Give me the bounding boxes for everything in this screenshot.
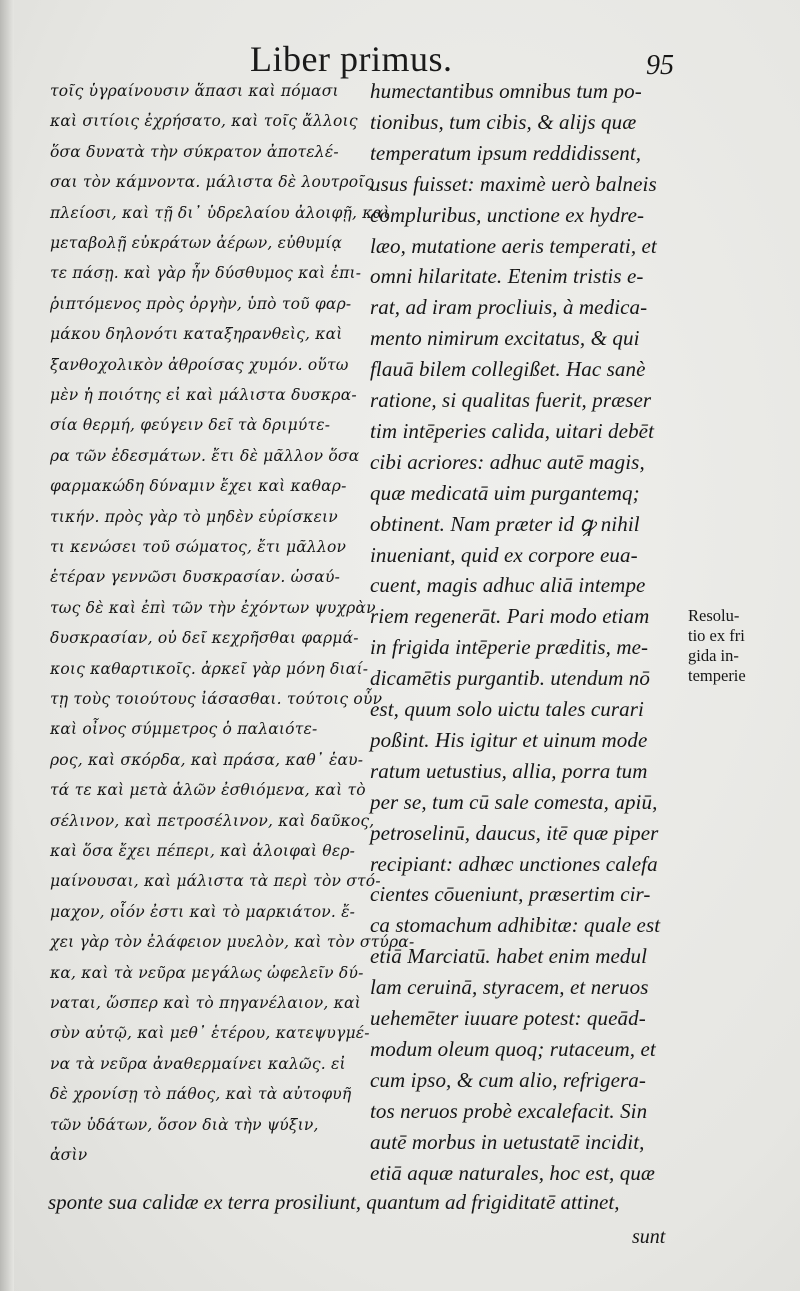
latin-line: humectantibus omnibus tum po- [370, 79, 642, 103]
latin-line: temperatum ipsum reddidissent, [370, 140, 642, 165]
greek-line: μεταβολῇ εὐκράτων ἀέρων, εὐθυμίᾳ [50, 234, 343, 252]
latin-line: compluribus, unctione ex hydre- [370, 202, 645, 227]
greek-line: καὶ οἶνος σύμμετρος ὁ παλαιότε- [50, 720, 318, 739]
latin-line: petroselinū, daucus, itē quæ piper [370, 820, 659, 845]
greek-line: σέλινον, καὶ πετροσέλινον, καὶ δαῦκος, [50, 811, 375, 830]
greek-line: φαρμακώδη δύναμιν ἔχει καὶ καθαρ- [50, 477, 347, 496]
greek-line: ἀσὶν [50, 1146, 88, 1164]
greek-line: σὺν αὐτῷ, καὶ μεθ᾽ ἑτέρου, κατεψυγμέ- [50, 1024, 370, 1043]
latin-line: recipiant: adhæc unctiones calefa [370, 851, 658, 876]
latin-line: riem regenerāt. Pari modo etiam [370, 604, 650, 629]
greek-line: δυσκρασίαν, οὐ δεῖ κεχρῆσθαι φαρμά- [50, 629, 359, 648]
greek-line: μάκου δηλονότι καταξηρανθεὶς, καὶ [50, 325, 343, 344]
greek-line: τῶν ὑδάτων, ὅσον διὰ τὴν ψύξιν, [50, 1115, 319, 1134]
latin-line: cum ipso, & cum alio, refrigera- [370, 1067, 646, 1092]
latin-line: omni hilaritate. Etenim tristis e- [370, 264, 644, 289]
latin-line: etiā Marciatū. habet enim medul [370, 944, 648, 969]
binding-gutter [0, 0, 14, 1291]
greek-line: πλείοσι, καὶ τῇ δι᾽ ὑδρελαίου ἀλοιφῇ, καὶ [50, 203, 390, 222]
greek-line: να τὰ νεῦρα ἀναθερμαίνει καλῶς. εἰ [50, 1054, 346, 1073]
latin-line: obtinent. Nam præter id ꝙ nihil [370, 511, 640, 536]
greek-line: μαίνουσαι, καὶ μάλιστα τὰ περὶ τὸν στό- [50, 872, 381, 891]
latin-line: ratum uetustius, allia, porra tum [370, 758, 648, 783]
margin-note-line: gida in- [688, 646, 739, 665]
margin-note-line: temperie [688, 666, 746, 685]
latin-line: poßint. His igitur et uinum mode [370, 727, 648, 752]
latin-line: ratione, si qualitas fuerit, præser [370, 388, 652, 412]
greek-line: κα, καὶ τὰ νεῦρα μεγάλως ὠφελεῖν δύ- [50, 963, 364, 982]
latin-line: per se, tum cū sale comesta, apiū, [370, 789, 658, 814]
latin-line: uehemēter iuuare potest: queād- [370, 1006, 646, 1030]
latin-line: cibi acriores: adhuc autē magis, [370, 449, 645, 474]
greek-line: μαχον, οἷόν ἐστι καὶ τὸ μαρκιάτον. ἔ- [50, 902, 356, 921]
greek-line: ρα τῶν ἐδεσμάτων. ἔτι δὲ μᾶλλον ὅσα [50, 446, 360, 465]
greek-line: χει γὰρ τὸν ἐλάφειον μυελὸν, καὶ τὸν στύρα- [50, 933, 415, 952]
greek-line: μὲν ἡ ποιότης εἰ καὶ μάλιστα δυσκρα- [50, 386, 357, 404]
full-width-line: sponte sua calidæ ex terra prosiliunt, quantum ad frigiditatē attinet, [48, 1190, 620, 1214]
latin-line: inueniant, quid ex corpore eua- [370, 542, 638, 567]
latin-line: mento nimirum excitatus, & qui [370, 326, 640, 351]
greek-line: δὲ χρονίσῃ τὸ πάθος, καὶ τὰ αὐτοφυῆ [50, 1085, 352, 1104]
page-number: 95 [646, 50, 674, 81]
greek-line: κοις καθαρτικοῖς. ἀρκεῖ γὰρ μόνη διαί- [50, 659, 369, 678]
greek-line: καὶ ὅσα ἔχει πέπερι, καὶ ἀλοιφαὶ θερ- [50, 842, 356, 860]
greek-line: τως δὲ καὶ ἐπὶ τῶν τὴν ἐχόντων ψυχρὰν [50, 598, 376, 617]
latin-line: tionibus, tum cibis, & alijs quæ [370, 109, 637, 134]
running-head: Liber primus. [250, 39, 453, 79]
latin-line: tim intēperies calida, uitari debēt [370, 418, 655, 443]
latin-line: læo, mutatione aeris temperati, et [370, 233, 657, 258]
latin-line: lam ceruinā, styracem, et neruos [370, 975, 649, 1000]
margin-note-line: tio ex fri [688, 626, 745, 645]
greek-line: ὅσα δυνατὰ τὴν σύκρατον ἀποτελέ- [50, 142, 339, 161]
greek-line: ξανθοχολικὸν ἀθροίσας χυμόν. οὕτω [50, 355, 349, 374]
latin-line: modum oleum quoq; rutaceum, et [370, 1036, 656, 1061]
latin-line: dicamētis purgantib. utendum nō [370, 666, 650, 691]
greek-line: ρος, καὶ σκόρδα, καὶ πράσα, καθ᾽ ἑαυ- [50, 750, 364, 769]
margin-note [688, 606, 798, 686]
greek-line: τά τε καὶ μετὰ ἁλῶν ἐσθιόμενα, καὶ τὸ [50, 781, 366, 800]
greek-line: τοῖς ὑγραίνουσιν ἅπασι καὶ πόμασι [50, 82, 339, 100]
latin-line: cientes cōueniunt, præsertim cir- [370, 882, 651, 907]
margin-note-line: Resolu- [688, 606, 740, 625]
latin-line: rat, ad iram procliuis, à medica- [370, 295, 648, 320]
catchword: sunt [632, 1226, 666, 1248]
latin-line: ca stomachum adhibitæ: quale est [370, 913, 661, 938]
greek-line: ἑτέραν γεννῶσι δυσκρασίαν. ὡσαύ- [50, 568, 341, 587]
latin-line: flauā bilem collegißet. Hac sanè [370, 357, 646, 382]
greek-line: τι κενώσει τοῦ σώματος, ἔτι μᾶλλον [50, 538, 347, 556]
greek-line: ναται, ὥσπερ καὶ τὸ πηγανέλαιον, καὶ [50, 994, 361, 1012]
latin-line: usus fuisset: maximè uerò balneis [370, 171, 657, 196]
latin-line: cuent, magis adhuc aliā intempe [370, 573, 646, 598]
latin-line: in frigida intēperie præditis, me- [370, 635, 649, 660]
greek-line: τικήν. πρὸς γὰρ τὸ μηδὲν εὑρίσκειν [50, 507, 338, 526]
latin-line: autē morbus in uetustatē incidit, [370, 1129, 645, 1154]
greek-line: ῥιπτόμενος πρὸς ὀργὴν, ὑπὸ τοῦ φαρ- [50, 294, 352, 313]
greek-line: σία θερμή, φεύγειν δεῖ τὰ δριμύτε- [50, 416, 331, 435]
greek-line: τῃ τοὺς τοιούτους ἰάσασθαι. τούτοις οὖν [50, 690, 383, 708]
greek-line: σαι τὸν κάμνοντα. μάλιστα δὲ λουτροῖς [50, 173, 374, 192]
greek-line: τε πάσῃ. καὶ γὰρ ἦν δύσθυμος καὶ ἐπι- [50, 264, 362, 283]
latin-line: tos neruos probè excalefacit. Sin [370, 1098, 648, 1123]
latin-line: etiā aquæ naturales, hoc est, quæ [370, 1160, 656, 1185]
latin-line: quæ medicatā uim purgantemq; [370, 480, 640, 505]
latin-line: est, quum solo uictu tales curari [370, 697, 644, 721]
greek-line: καὶ σιτίοις ἐχρήσατο, καὶ τοῖς ἄλλοις [50, 112, 358, 131]
